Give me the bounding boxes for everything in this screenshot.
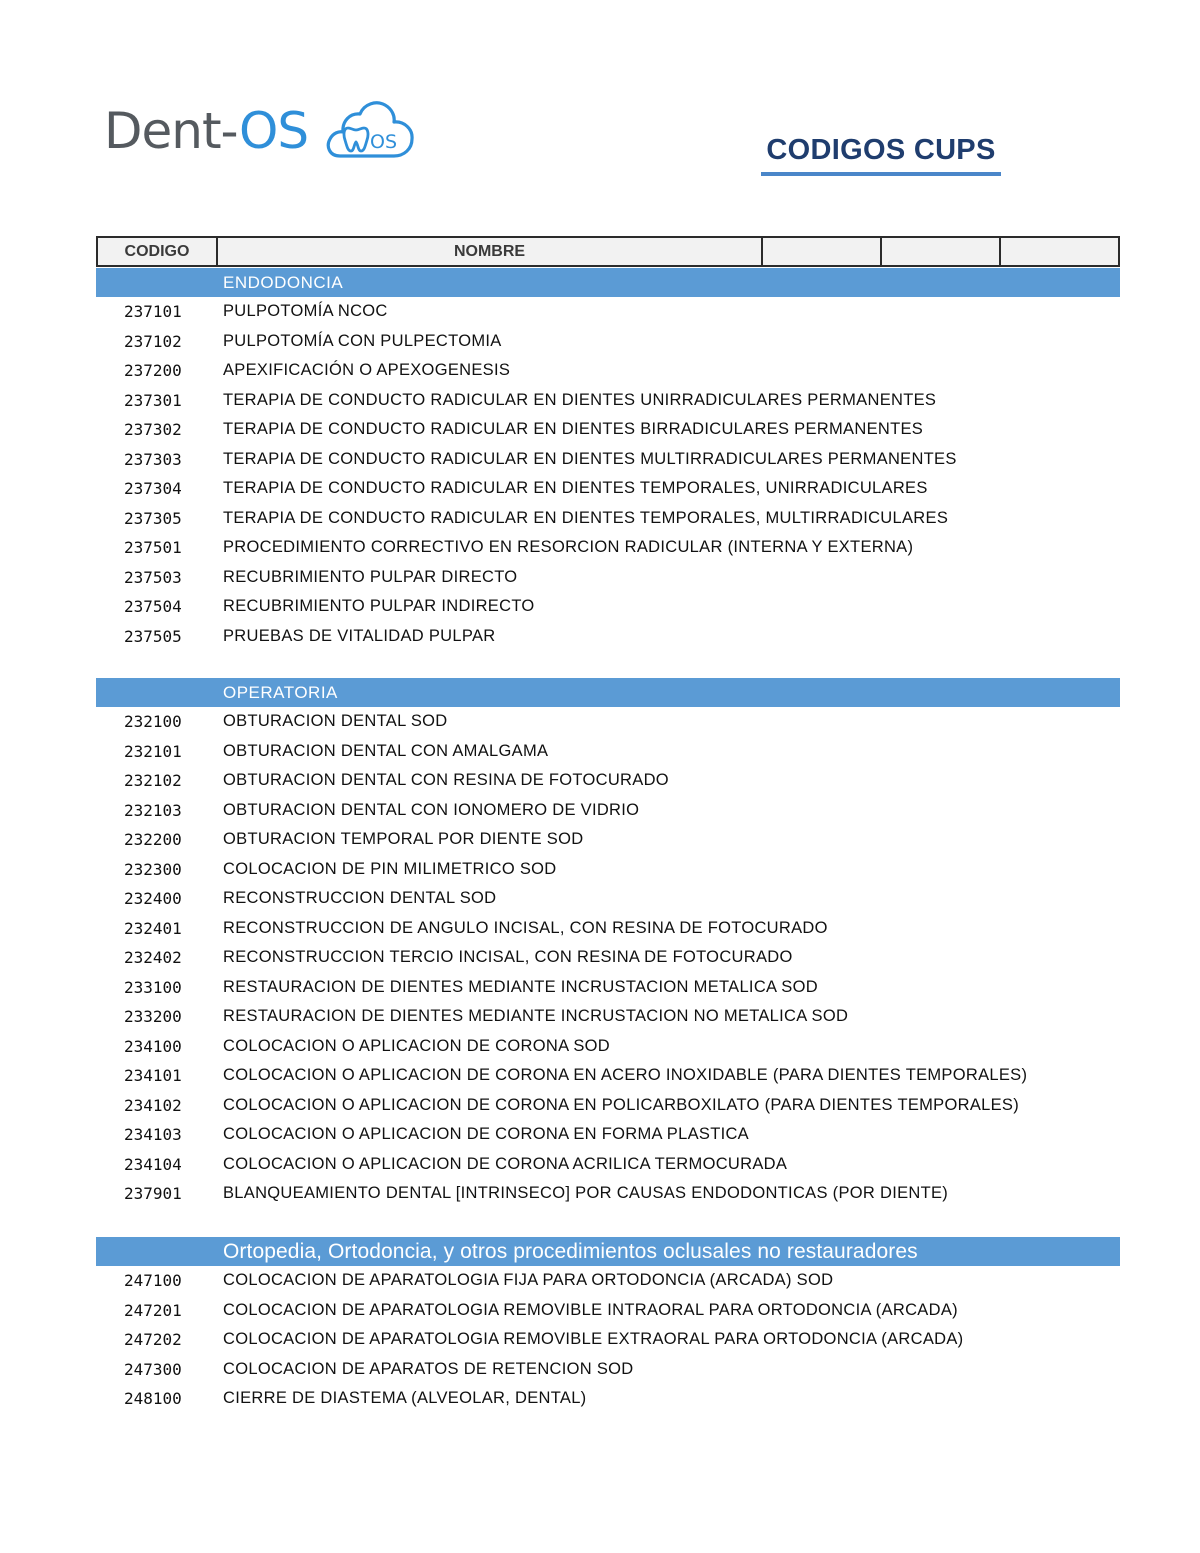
header-name: NOMBRE [218,238,763,265]
brand-name-part1: Dent- [104,102,239,160]
section-3 [96,1237,1120,1414]
row-name: COLOCACION DE APARATOLOGIA REMOVIBLE EXTRAORAL PARA ORTODONCIA (ARCADA) [223,1330,964,1349]
row-code: 237504 [124,597,182,617]
table-row [96,297,1120,327]
brand-icon-text: OS [370,131,398,153]
row-code: 234100 [124,1036,182,1056]
row-code: 234101 [124,1066,182,1086]
table-row [96,356,1120,386]
table-row [96,622,1120,652]
row-code: 237503 [124,567,182,587]
section-header [96,268,1120,297]
row-name: RECUBRIMIENTO PULPAR DIRECTO [223,567,518,586]
table-row [96,1091,1120,1121]
row-name: OBTURACION DENTAL CON RESINA DE FOTOCURADO [223,771,669,790]
table-row [96,1032,1120,1062]
row-code: 247202 [124,1330,182,1350]
table-row [96,707,1120,737]
row-code: 247201 [124,1300,182,1320]
row-code: 247100 [124,1271,182,1291]
row-code: 237302 [124,420,182,440]
brand-name-part2: OS [239,102,309,160]
brand-logo [104,96,416,166]
row-code: 233100 [124,977,182,997]
row-code: 232400 [124,889,182,909]
row-name: RECONSTRUCCION TERCIO INCISAL, CON RESINA DE FOTOCURADO [223,948,793,967]
row-name: PROCEDIMIENTO CORRECTIVO EN RESORCION RADICULAR (INTERNA Y EXTERNA) [223,538,914,557]
row-name: COLOCACION DE APARATOLOGIA FIJA PARA ORTODONCIA (ARCADA) SOD [223,1271,834,1290]
row-code: 233200 [124,1007,182,1027]
row-code: 247300 [124,1359,182,1379]
row-name: PULPOTOMÍA CON PULPECTOMIA [223,331,502,350]
table-row [96,592,1120,622]
row-name: TERAPIA DE CONDUCTO RADICULAR EN DIENTES TEMPORALES, MULTIRRADICULARES [223,508,949,527]
row-name: TERAPIA DE CONDUCTO RADICULAR EN DIENTES TEMPORALES, UNIRRADICULARES [223,479,928,498]
row-name: COLOCACION O APLICACION DE CORONA EN POLICARBOXILATO (PARA DIENTES TEMPORALES) [223,1095,1020,1114]
row-name: RECUBRIMIENTO PULPAR INDIRECTO [223,597,535,616]
row-name: COLOCACION O APLICACION DE CORONA SOD [223,1036,611,1055]
row-code: 232102 [124,771,182,791]
table-row [96,474,1120,504]
section-header [96,1237,1120,1266]
title-underline [761,172,1001,176]
page-title: CODIGOS CUPS [766,134,996,166]
row-name: OBTURACION DENTAL CON IONOMERO DE VIDRIO [223,800,640,819]
row-name: RESTAURACION DE DIENTES MEDIANTE INCRUSTACION NO METALICA SOD [223,1007,849,1026]
row-code: 232300 [124,859,182,879]
table-row [96,445,1120,475]
row-code: 237101 [124,302,182,322]
row-name: TERAPIA DE CONDUCTO RADICULAR EN DIENTES MULTIRRADICULARES PERMANENTES [223,449,957,468]
header-extra-3 [1001,238,1118,265]
row-code: 237303 [124,449,182,469]
row-code: 232100 [124,712,182,732]
row-code: 232402 [124,948,182,968]
row-name: OBTURACION DENTAL SOD [223,712,448,731]
row-code: 237200 [124,361,182,381]
row-name: OBTURACION TEMPORAL POR DIENTE SOD [223,830,584,849]
table-row [96,884,1120,914]
tooth-cloud-icon [324,98,416,164]
row-name: COLOCACION O APLICACION DE CORONA EN ACERO INOXIDABLE (PARA DIENTES TEMPORALES) [223,1066,1028,1085]
table-row [96,973,1120,1003]
row-name: APEXIFICACIÓN O APEXOGENESIS [223,361,511,380]
row-code: 234103 [124,1125,182,1145]
table-row [96,563,1120,593]
table-row [96,1266,1120,1296]
row-name: RECONSTRUCCION DENTAL SOD [223,889,497,908]
section-title: ENDODONCIA [223,272,344,292]
row-name: PULPOTOMÍA NCOC [223,302,388,321]
row-code: 237501 [124,538,182,558]
header-extra-2 [882,238,1001,265]
row-name: TERAPIA DE CONDUCTO RADICULAR EN DIENTES UNIRRADICULARES PERMANENTES [223,390,937,409]
row-code: 237301 [124,390,182,410]
row-name: COLOCACION O APLICACION DE CORONA ACRILICA TERMOCURADA [223,1154,788,1173]
table-header [96,236,1120,267]
row-code: 237505 [124,626,182,646]
row-name: RESTAURACION DE DIENTES MEDIANTE INCRUSTACION METALICA SOD [223,977,818,996]
section-2 [96,678,1120,1209]
table-row [96,943,1120,973]
row-code: 232103 [124,800,182,820]
row-code: 248100 [124,1389,182,1409]
row-name: RECONSTRUCCION DE ANGULO INCISAL, CON RESINA DE FOTOCURADO [223,918,828,937]
row-name: COLOCACION DE APARATOS DE RETENCION SOD [223,1359,634,1378]
brand-name [104,102,309,160]
row-code: 232200 [124,830,182,850]
row-name: CIERRE DE DIASTEMA (ALVEOLAR, DENTAL) [223,1389,587,1408]
row-name: COLOCACION DE PIN MILIMETRICO SOD [223,859,557,878]
row-name: OBTURACION DENTAL CON AMALGAMA [223,741,549,760]
table-row [96,533,1120,563]
section-header [96,678,1120,707]
row-code: 237304 [124,479,182,499]
table-row [96,1384,1120,1414]
row-code: 234102 [124,1095,182,1115]
table-row [96,766,1120,796]
header-extra-1 [763,238,882,265]
table-row [96,796,1120,826]
table-row [96,914,1120,944]
row-code: 237901 [124,1184,182,1204]
table-row [96,1296,1120,1326]
table-row [96,1179,1120,1209]
table-row [96,1002,1120,1032]
table-row [96,415,1120,445]
row-code: 234104 [124,1154,182,1174]
row-code: 232101 [124,741,182,761]
table-row [96,504,1120,534]
table-row [96,386,1120,416]
section-1 [96,268,1120,651]
section-title: OPERATORIA [223,682,338,702]
table-row [96,1061,1120,1091]
table-row [96,737,1120,767]
table-row [96,855,1120,885]
section-title: Ortopedia, Ortodoncia, y otros procedimientos oclusales no restauradores [223,1239,918,1263]
row-name: COLOCACION O APLICACION DE CORONA EN FORMA PLASTICA [223,1125,749,1144]
header-code: CODIGO [98,238,218,265]
row-name: PRUEBAS DE VITALIDAD PULPAR [223,626,496,645]
row-name: TERAPIA DE CONDUCTO RADICULAR EN DIENTES BIRRADICULARES PERMANENTES [223,420,924,439]
row-code: 237102 [124,331,182,351]
row-code: 232401 [124,918,182,938]
row-name: BLANQUEAMIENTO DENTAL [INTRINSECO] POR CAUSAS ENDODONTICAS (POR DIENTE) [223,1184,949,1203]
table-row [96,1120,1120,1150]
table-row [96,1355,1120,1385]
table-row [96,1150,1120,1180]
table-row [96,1325,1120,1355]
row-code: 237305 [124,508,182,528]
table-row [96,825,1120,855]
table-row [96,327,1120,357]
row-name: COLOCACION DE APARATOLOGIA REMOVIBLE INTRAORAL PARA ORTODONCIA (ARCADA) [223,1300,958,1319]
